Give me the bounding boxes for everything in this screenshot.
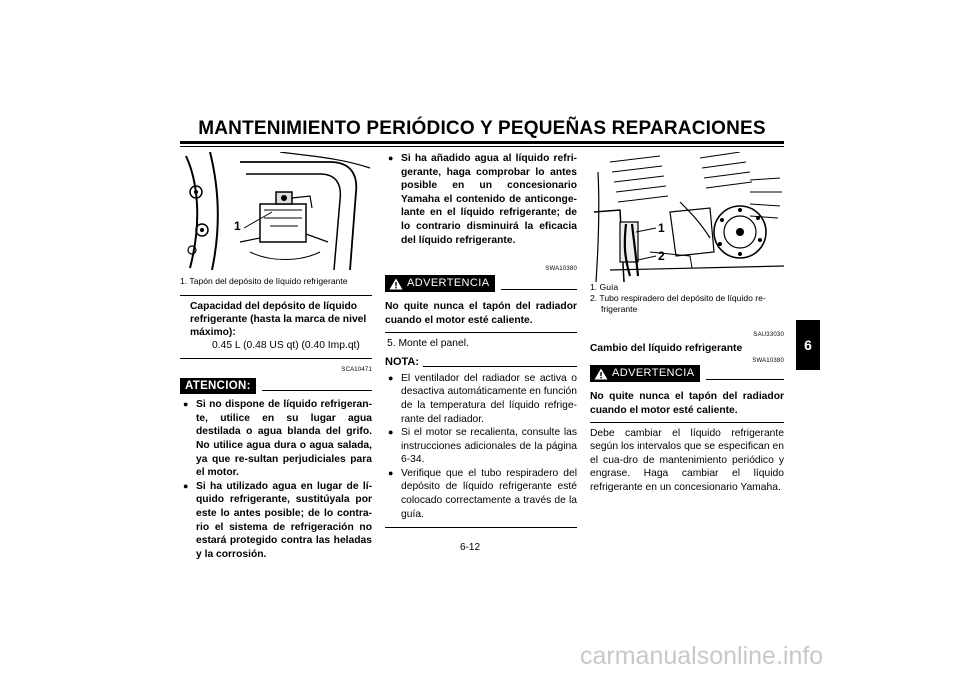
warning-text: No quite nunca el tapón del radiador cuando el motor esté caliente. (385, 301, 577, 326)
coolant-reservoir-cap-figure (180, 152, 372, 270)
section-code: SCA10471 (341, 367, 372, 373)
figure-caption-1: 1. Guía (590, 282, 619, 292)
breather-hose-guide-figure (590, 152, 784, 282)
capacity-spec-box (180, 295, 372, 359)
warning-code: SWA10380 (752, 358, 784, 365)
page-number: 6-12 (460, 542, 481, 553)
warning-heading (385, 275, 577, 293)
column-1 (180, 152, 372, 561)
attention-bullet-3: ● Si ha añadido agua al líquido refri-gerante, haga comprobar lo antes posible en un concesionario Yamaha el contenido de anticonge-lante en el líquido refrigerante; de lo contrario disminuirá la eficacia del líquido refrigerante. (385, 152, 577, 247)
page-header-title: MANTENIMIENTO PERIÓDICO Y PEQUEÑAS REPARACIONES (198, 118, 766, 139)
column-3 (590, 152, 784, 495)
nota-bullets (385, 372, 577, 522)
attention-continued-bullets (385, 152, 577, 247)
warning-badge (385, 275, 495, 293)
figure-caption-2: 2. Tubo respiradero del depósito de líquido re-frigerante (590, 293, 766, 314)
warning-rule (706, 379, 784, 380)
warning-label: ADVERTENCIA (407, 276, 490, 289)
attention-label: ATENCION: (180, 378, 256, 395)
warning-code: SWA10380 (545, 266, 577, 273)
attention-bullet-2: ● Si ha utilizado agua en lugar de lí-quido refrigerante, sustitúyala por este lo antes posible; de lo contra-rio el sistema de refrigeración no estará protegido contra las heladas y la corrosión. (180, 480, 372, 562)
warning-triangle-icon (389, 278, 403, 290)
warning-label: ADVERTENCIA (612, 366, 695, 379)
header-rule-thick (180, 141, 784, 144)
figure-callout-1: 1 (234, 219, 241, 233)
figure-caption: 1. Tapón del depósito de líquido refrigerante (180, 276, 348, 286)
nota-rule (423, 366, 577, 367)
attention-bullets (180, 398, 372, 561)
warning-rule (501, 289, 577, 290)
capacity-spec-title: Capacidad del depósito de líquido refrigerante (hasta la marca de nivel máximo): (190, 301, 367, 338)
nota-bullet-1: ● El ventilador del radiador se activa o desactiva automáticamente en función de la temperatura del líquido refrige-rante del radiador. (385, 372, 577, 426)
watermark: carmanualsonline.info (580, 642, 824, 670)
nota-bullet-2: ● Si el motor se recalienta, consulte las instrucciones adicionales de la página 6-34. (385, 426, 577, 467)
figure-callout-1: 1 (658, 221, 665, 235)
attention-heading (180, 378, 372, 395)
header-rule-thin (180, 146, 784, 147)
warning-text: No quite nunca el tapón del radiador cuando el motor esté caliente. (590, 391, 784, 416)
section-code: SAU33030 (753, 332, 784, 338)
warning-triangle-icon (594, 368, 608, 380)
capacity-spec-value: 0.45 L (0.48 US qt) (0.40 Imp.qt) (212, 340, 360, 351)
attention-rule (262, 390, 372, 391)
step-5: 5. Monte el panel. (387, 337, 469, 349)
nota-bullet-3: ● Verifique que el tubo respiradero del depósito de líquido refrigerante esté colocado correctamente a través de la guía. (385, 467, 577, 521)
column-2 (385, 152, 577, 528)
attention-bullet-1: ● Si no dispone de líquido refrigeran-te, utilice en su lugar agua destilada o agua blanda del grifo. No utilice agua dura o agua salada, ya que re-sultan perjudiciales para el motor. (180, 398, 372, 480)
nota-heading (385, 356, 577, 370)
warning-bottom-rule (385, 332, 577, 333)
body-paragraph: Debe cambiar el líquido refrigerante según los intervalos que se especifican en el cua-dro de mantenimiento periódico y engrase. Haga cambiar el líquido refrigerante en un concesionario Yamaha. (590, 427, 784, 493)
warning-bottom-rule (590, 422, 784, 423)
chapter-tab: 6 (796, 320, 820, 370)
warning-badge (590, 365, 700, 383)
section-title: Cambio del líquido refrigerante (590, 342, 743, 354)
nota-bottom-rule (385, 527, 577, 528)
figure-callout-2: 2 (658, 249, 665, 263)
nota-label: NOTA: (385, 356, 420, 369)
